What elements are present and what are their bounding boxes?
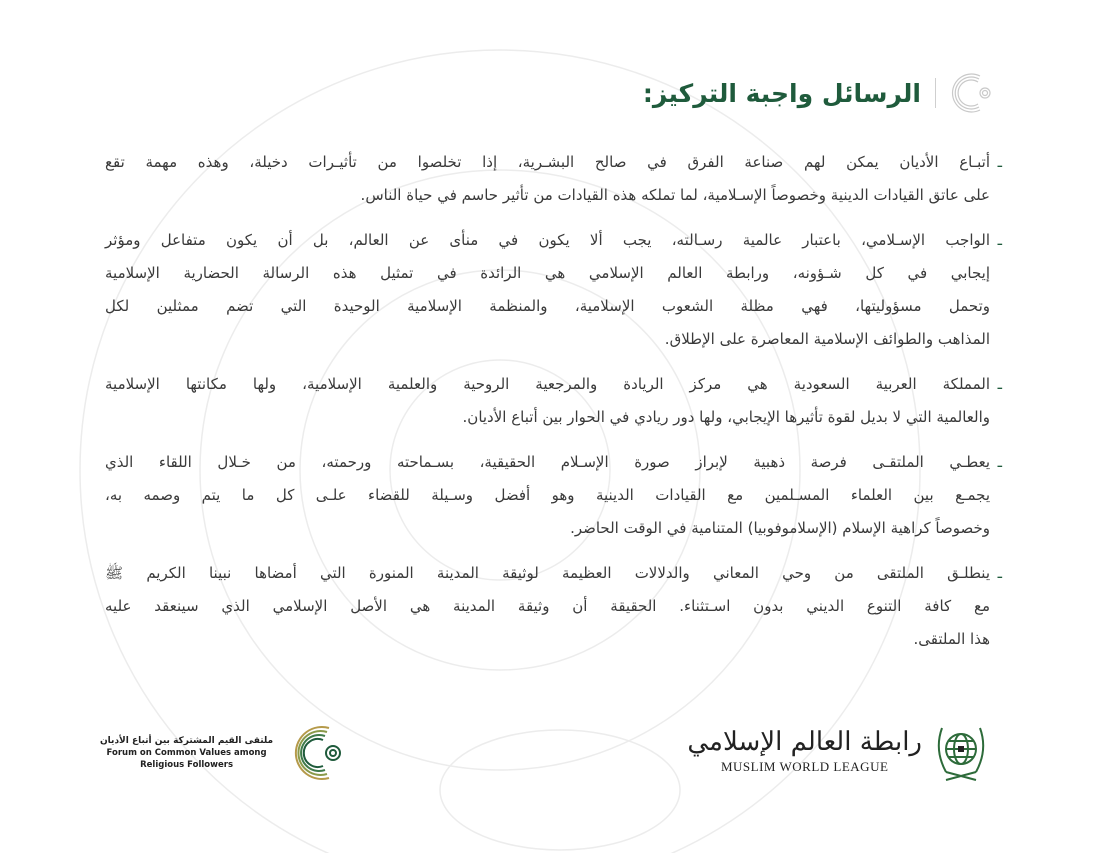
text-line: المذاهب والطوائف الإسلامية المعاصرة على الإطلاق. xyxy=(664,330,990,348)
forum-name xyxy=(100,735,273,771)
mwl-name xyxy=(687,725,922,775)
list-item xyxy=(105,146,1002,212)
text-line: مع كافة التنوع الديني بدون اسـتثناء. الحقيقة أن وثيقة المدينة هي الأصل الإسلامي الذي سينعقد عليه xyxy=(105,597,990,615)
text-line: وخصوصاً كراهية الإسلام (الإسلاموفوبيا) المتنامية في الوقت الحاضر. xyxy=(570,519,990,537)
text-line: وتحمل مسؤوليتها، فهي مظلة الشعوب الإسلامية، والمنظمة الإسلامية الوحيدة التي تضم ممثلين لكل xyxy=(105,297,990,315)
bullet-marker: ـ xyxy=(997,375,1002,393)
list-item xyxy=(105,368,1002,434)
forum-ring-logo-icon xyxy=(287,722,349,784)
bullet-marker: ـ xyxy=(997,231,1002,249)
bullet-marker: ـ xyxy=(997,153,1002,171)
text-line: على عاتق القيادات الدينية وخصوصاً الإسـلامية، لما تملكه هذه القيادات من تأثير حاسم في حياة الناس. xyxy=(360,186,990,204)
key-messages-list xyxy=(105,146,1002,668)
text-line: أتبـاع الأديان يمكن لهم صناعة الفرق في صالح البشـرية، إذا تخلصوا من تأثيـرات دخيلة، وهذه مهمة تقع xyxy=(105,153,990,171)
text-line: والعالمية التي لا بديل لقوة تأثيرها الإيجابي، ولها دور ريادي في الحوار بين أتباع الأديان. xyxy=(462,408,990,426)
section-header xyxy=(643,70,996,116)
forum-ring-logo-icon xyxy=(950,70,996,116)
list-item xyxy=(105,446,1002,545)
list-item xyxy=(105,557,1002,656)
mwl-logo-block xyxy=(687,718,990,782)
forum-name-en-2: Religious Followers xyxy=(140,760,234,770)
text-line: الواجب الإسـلامي، باعتبار عالمية رسـالته، يجب ألا يكون في منأى عن العالم، بل أن يكون متفاعل ومؤثر xyxy=(105,231,990,249)
text-line: المملكة العربية السعودية هي مركز الريادة والمرجعية الروحية والعلمية الإسلامية، ولها مكانتها الإسلامية xyxy=(105,375,990,393)
text-line: ينطلـق الملتقى من وحي المعاني والدلالات العظيمة لوثيقة المدينة المنورة التي أمضاها نبينا الكريم ﷺ xyxy=(105,564,990,582)
header-divider xyxy=(935,78,936,108)
text-line: إيجابي في كل شـؤونه، ورابطة العالم الإسلامي هي الرائدة في تمثيل هذه الرسالة الحضارية الإسلامية xyxy=(105,264,990,282)
list-item xyxy=(105,224,1002,356)
forum-name-ar: ملتقى القيم المشتركة بين أتباع الأديان xyxy=(100,736,274,746)
forum-name-en-1: Forum on Common Values among xyxy=(106,748,267,758)
text-line: هذا الملتقى. xyxy=(913,630,990,648)
forum-logo-block xyxy=(100,722,349,784)
mwl-name-en: MUSLIM WORLD LEAGUE xyxy=(720,759,889,774)
text-line: يجمـع بين العلماء المسـلمين مع القيادات الدينية وهو أفضل وسـيلة للقضاء علـى كل ما يتم وصمه به، xyxy=(105,486,990,504)
bullet-marker: ـ xyxy=(997,453,1002,471)
page-title: الرسائل واجبة التركيز: xyxy=(642,78,921,108)
globe-wreath-emblem-icon xyxy=(932,718,990,782)
bullet-marker: ـ xyxy=(997,564,1002,582)
mwl-name-ar: رابطة العالم الإسلامي xyxy=(687,727,922,757)
text-line: يعطـي الملتقـى فرصة ذهبية لإبراز صورة الإسـلام الحقيقية، بسـماحته ورحمته، من خـلال اللقاء الذي xyxy=(105,453,990,471)
